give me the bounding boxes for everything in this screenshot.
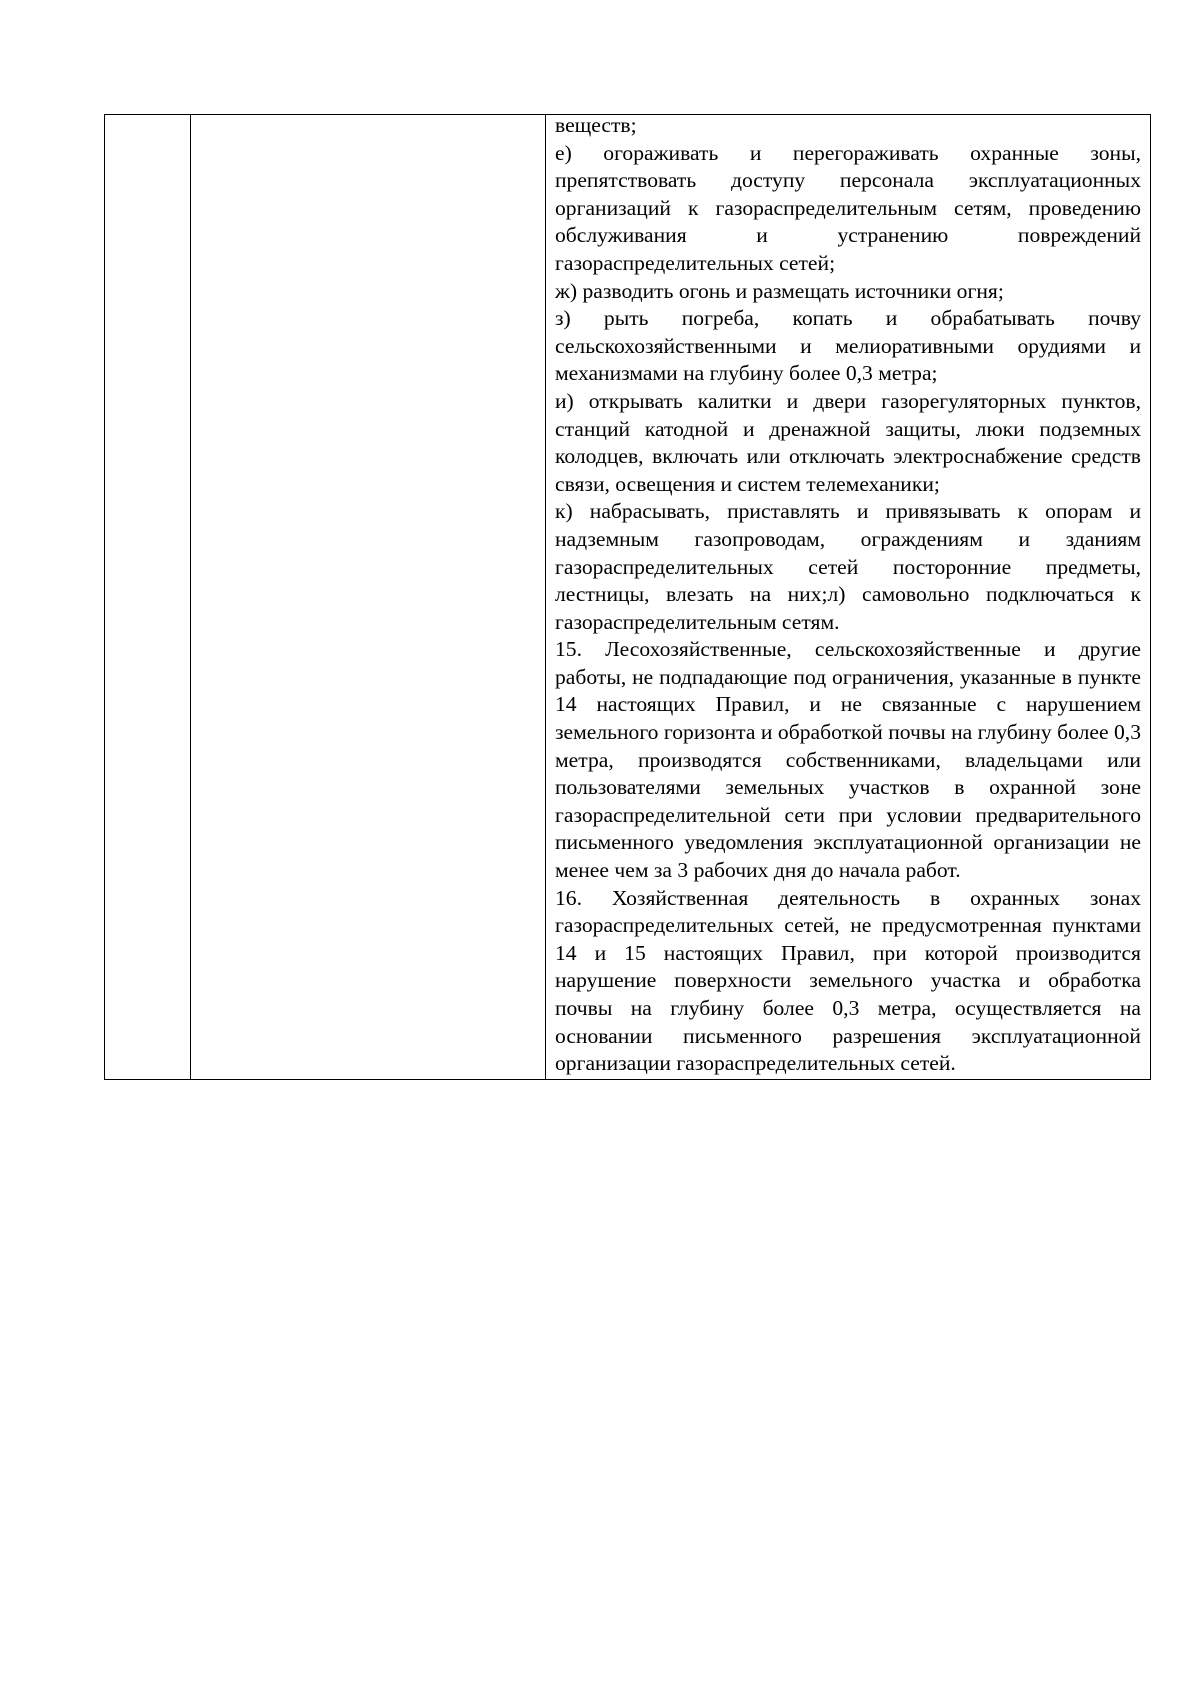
paragraph: 16. Хозяйственная деятельность в охранных зонах газораспределительных сетей, не предусмотренная пунктами 14 и 15 настоящих Правил, при которой производится нарушение поверхности земельного участка и обработка почвы на глубину более 0,3 метра, осуществляется на основании письменного разрешения эксплуатационной организации газораспределительных сетей.	[555, 885, 1141, 1076]
paragraph: 15. Лесохозяйственные, сельскохозяйственные и другие работы, не подпадающие под ограничения, указанные в пункте 14 настоящих Правил, и не связанные с нарушением земельного горизонта и обработкой почвы на глубину более 0,3 метра, производятся собственниками, владельцами или пользователями земельных участков в охранной зоне газораспределительной сети при условии предварительного письменного уведомления эксплуатационной организации не менее чем за 3 рабочих дня до начала работ.	[555, 637, 1141, 883]
paragraph: веществ;	[555, 113, 637, 137]
paragraph: и) открывать калитки и двери газорегуляторных пунктов, станций катодной и дренажной защиты, люки подземных колодцев, включать или отключать электроснабжение средств связи, освещения и систем телемеханики;	[555, 388, 1141, 496]
paragraph: е) огораживать и перегораживать охранные зоны, препятствовать доступу персонала эксплуатационных организаций к газораспределительным сетям, проведению обслуживания и устранению повреждений газораспределительных сетей;	[555, 140, 1141, 275]
content-text	[546, 112, 1150, 1078]
regulation-table	[104, 114, 1151, 1080]
paragraph: к) набрасывать, приставлять и привязывать к опорам и надземным газопроводам, ограждениям и зданиям газораспределительных сетей посторонние предметы, лестницы, влезать на них;л) самовольно подключаться к газораспределительным сетям.	[555, 499, 1141, 634]
table-cell-title	[191, 115, 546, 1080]
table-row	[105, 115, 1151, 1080]
table-cell-number	[105, 115, 191, 1080]
table-cell-content	[546, 115, 1151, 1080]
paragraph: ж) разводить огонь и размещать источники огня;	[555, 278, 1004, 303]
paragraph: з) рыть погреба, копать и обрабатывать почву сельскохозяйственными и мелиоративными орудиями и механизмами на глубину более 0,3 метра;	[555, 306, 1141, 386]
